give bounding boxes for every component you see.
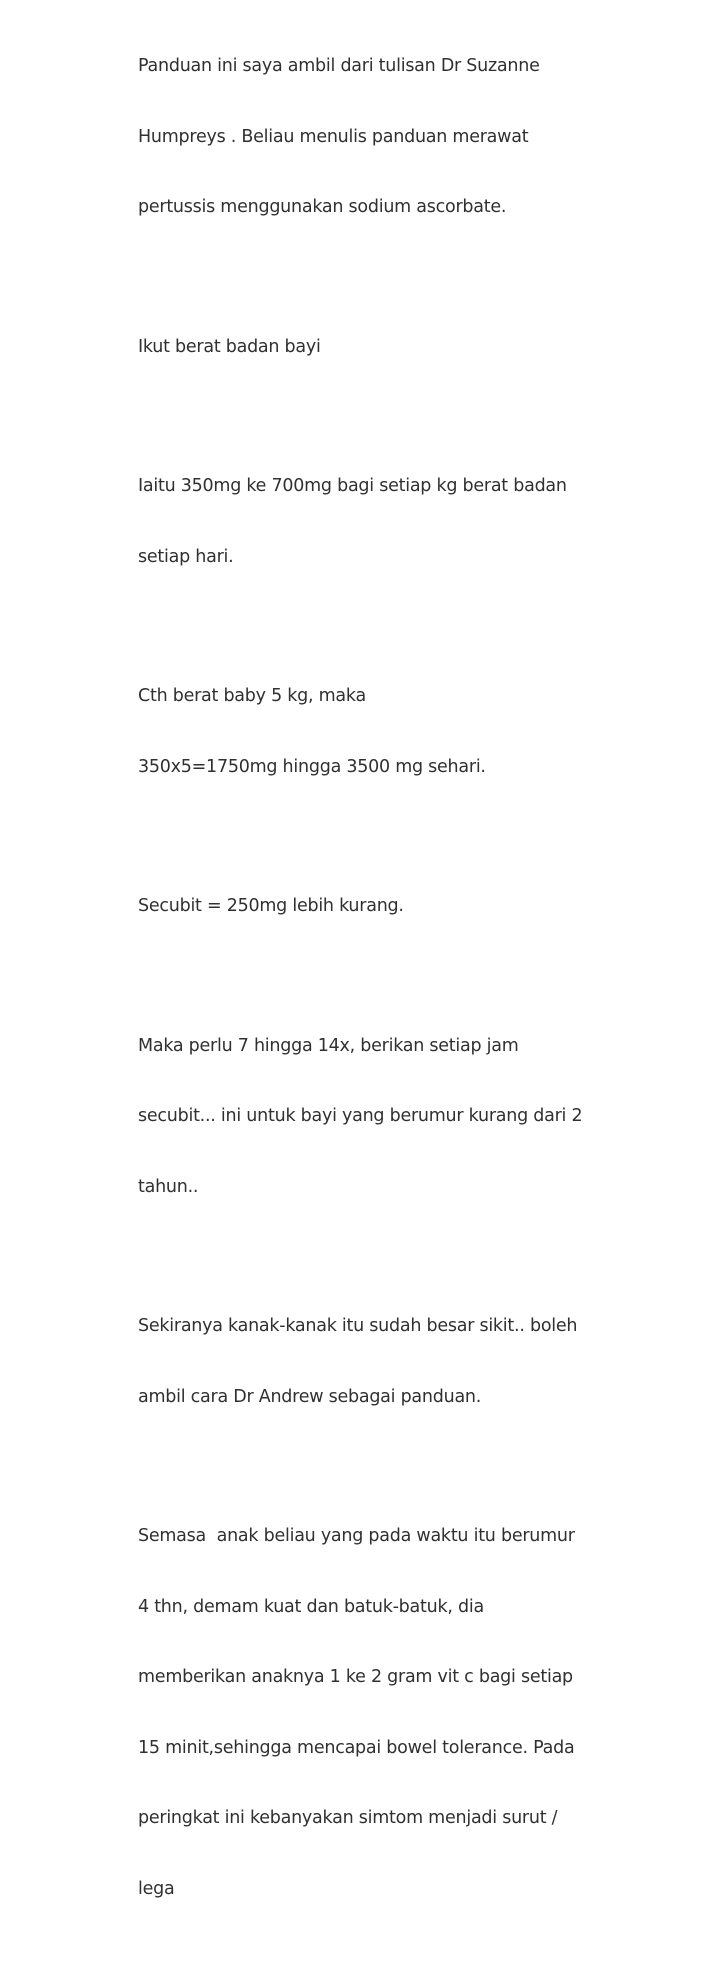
text-line: Semasa anak beliau yang pada waktu itu berumur [138, 1526, 575, 1546]
text-line: Cth berat baby 5 kg, maka [138, 686, 366, 706]
paragraph-dr-andrew [138, 1478, 723, 1948]
text-line: Iaitu 350mg ke 700mg bagi setiap kg berat badan [138, 476, 567, 496]
text-line: memberikan anaknya 1 ke 2 gram vit c bagi setiap [138, 1667, 573, 1687]
text-line: Humpreys . Beliau menulis panduan merawat [138, 126, 529, 147]
paragraph-weight [138, 289, 723, 407]
text-line: ambil cara Dr Andrew sebagai panduan. [138, 1386, 482, 1407]
document-body [138, 8, 723, 1970]
paragraph-pinch [138, 848, 723, 966]
text-line: Panduan ini saya ambil dari tulisan Dr Suzanne [138, 56, 540, 76]
text-line: lega [138, 1878, 175, 1899]
text-line: tahun.. [138, 1176, 199, 1197]
text-line: 15 minit,sehingga mencapai bowel tolerance. Pada [138, 1737, 575, 1758]
text-line: Ikut berat badan bayi [138, 336, 321, 357]
paragraph-dosage [138, 428, 723, 616]
text-line: 350x5=1750mg hingga 3500 mg sehari. [138, 756, 486, 777]
paragraph-example [138, 638, 723, 826]
text-line: pertussis menggunakan sodium ascorbate. [138, 197, 507, 217]
paragraph-intro [138, 8, 723, 267]
text-line: Sekiranya kanak-kanak itu sudah besar sikit.. boleh [138, 1316, 578, 1336]
paragraph-frequency [138, 988, 723, 1247]
text-line: Maka perlu 7 hingga 14x, berikan setiap jam [138, 1035, 519, 1056]
paragraph-older-child [138, 1268, 723, 1456]
text-line: secubit... ini untuk bayi yang berumur kurang dari 2 [138, 1106, 583, 1126]
text-line: peringkat ini kebanyakan simtom menjadi surut / [138, 1808, 558, 1828]
text-line: 4 thn, demam kuat dan batuk-batuk, dia [138, 1596, 484, 1617]
text-line: Secubit = 250mg lebih kurang. [138, 896, 404, 916]
text-line: setiap hari. [138, 546, 234, 567]
